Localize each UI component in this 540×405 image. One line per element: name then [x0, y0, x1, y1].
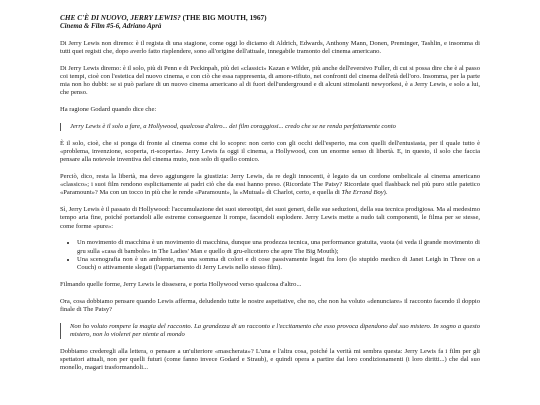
article-subtitle: Cinema & Film #5-6, Adriano Aprà: [60, 23, 162, 30]
paragraph-5: [60, 173, 480, 198]
bullet-list: [60, 239, 480, 272]
quote-lewis: Non ho voluto rompere la magia del racconto. La grandezza di un racconto e l'eccitamento che esso provoca dipendono dal suo mistero. In sogno a questo mistero, non lo violerei per niente al mondo: [60, 323, 480, 340]
paragraph-6: Sì, Jerry Lewis è il passato di Hollywood: l'accumulazione dei suoi stereotipi, dei suoi generi, delle sue seduzioni, della sua tecnica prodigiosa. Ma al medesimo tempo aria fine, poiché portandoli alle estreme conseguenze li rompe, facendoli esplodere. Jerry Lewis mette a nudo tali componenti, le filma per se stesse, come forme «pure»:: [60, 206, 480, 230]
article-body: [60, 13, 480, 372]
article-title: [60, 13, 480, 22]
paragraph-4: È il solo, cioè, che si ponga di fronte al cinema come chi lo scopre: non certo con gli occhi dell'esperto, ma con quelli dell'entusiasta, per il quale tutto è «problema, invenzione, scoperta, ri-scoperta». Jerry Lewis fa oggi il cinema, a Hollywood, con un enorme senso di libertà. E, in questo, il solo che faccia pensare alla notevole inventiva del cinema muto, non solo di quello comico.: [60, 139, 480, 163]
paragraph-5-text-a: Perciò, dico, resta la libertà, ma devo aggiungere la giustizia: Jerry Lewis, da re degli innocenti, è legato da un cordone ombelicale al cinema americano «classico»; i suoi film rendono esplicitamente ai padri ciò che da essi hanno preso. (Ricordate The Patsy? Ricordate quel flashback nel più puro stile patetico «Paramount»? Ma con un tocco in più che le rende «Paramount», la «Mutual» di Charlot, certo, e quella di: [60, 172, 480, 197]
paragraph-9: Dobbiamo crederegli alla lettera, o pensare a un'ulteriore «mascherata»? L'una e l'altra cosa, poiché la verità mi sembra questa: Jerry Lewis fa i film per gli spettatori attuali, non per quelli futuri (come fanno invece Godard e Straub), e quindi opera a partire dai loro condizionamenti (i loro diritti...) che dal suo monello, magari trasformandoli...: [60, 347, 480, 371]
paragraph-5-text-b: ).: [383, 189, 388, 197]
quote-godard: Jerry Lewis è il solo a fare, a Hollywood, qualcosa d'altro... dei film coraggiosi... credo che se ne renda perfettamente conto: [60, 123, 480, 131]
paragraph-3: Ha ragione Godard quando dice che:: [60, 106, 157, 113]
paragraph-1: Di Jerry Lewis non diremo: è il regista di una stagione, come oggi lo diciamo di Aldrich, Edwards, Anthony Mann, Donen, Preminger, Tashlin, e insomma di tutti quei registi che, dopo averlo fatto risplendere, sono all'origine dell'attuale, innegabile tramonto del cinema americano.: [60, 39, 480, 55]
list-item: • Un movimento di macchina è un movimento di macchina, dunque una prodezza tecnica, una performance gratuita, vuota (si veda il grande movimento di gru sulla «casa di bambole» in The Ladies' Man e quello di gru-elicottero che apre The Big Mouth);: [77, 239, 480, 256]
paragraph-7: Filmando quelle forme, Jerry Lewis le dissesera, e porta Hollywood verso qualcosa d'altro...: [60, 280, 302, 288]
paragraph-2: Di Jerry Lewis diremo: è il solo, più di Penn e di Peckinpah, più dei «classici» Kazan e Wilder, più anche dell'eversivo Fuller, di cui si possa dire che è al passo coi tempi, cioè con l'estetica del nuovo cinema, e con ciò che essa rappresenta, di amore-rifiuto, nei confronti del cinema dell'età dell'oro. Insomma, per la parte mia non ho dubbi: se si può parlare di un nuovo cinema americano al di fuori dell'underground e di alcuni stimolanti newyorkesi, è a Jerry Lewis, e solo a lui, che penso.: [60, 64, 480, 97]
list-item: • Una scenografia non è un ambiente, ma una somma di colori e di cose passivamente legati fra loro (lo stupido medico di Janet Leigh in Three on a Couch) o attivamente slegati (l'appartamento di Jerry Lewis nello stesso film).: [77, 256, 480, 273]
title-text: CHE C'È DI NUOVO, JERRY LEWIS?: [60, 13, 181, 22]
paragraph-8: Ora, cosa dobbiamo pensare quando Lewis afferma, deludendo tutte le nostre aspettative, che no, che non ha voluto «denunciare» il racconto facendo il doppio finale di The Patsy?: [60, 297, 480, 313]
film-title-errand-boy: The Errand Boy: [341, 189, 384, 197]
title-year: (THE BIG MOUTH, 1967): [182, 13, 267, 22]
